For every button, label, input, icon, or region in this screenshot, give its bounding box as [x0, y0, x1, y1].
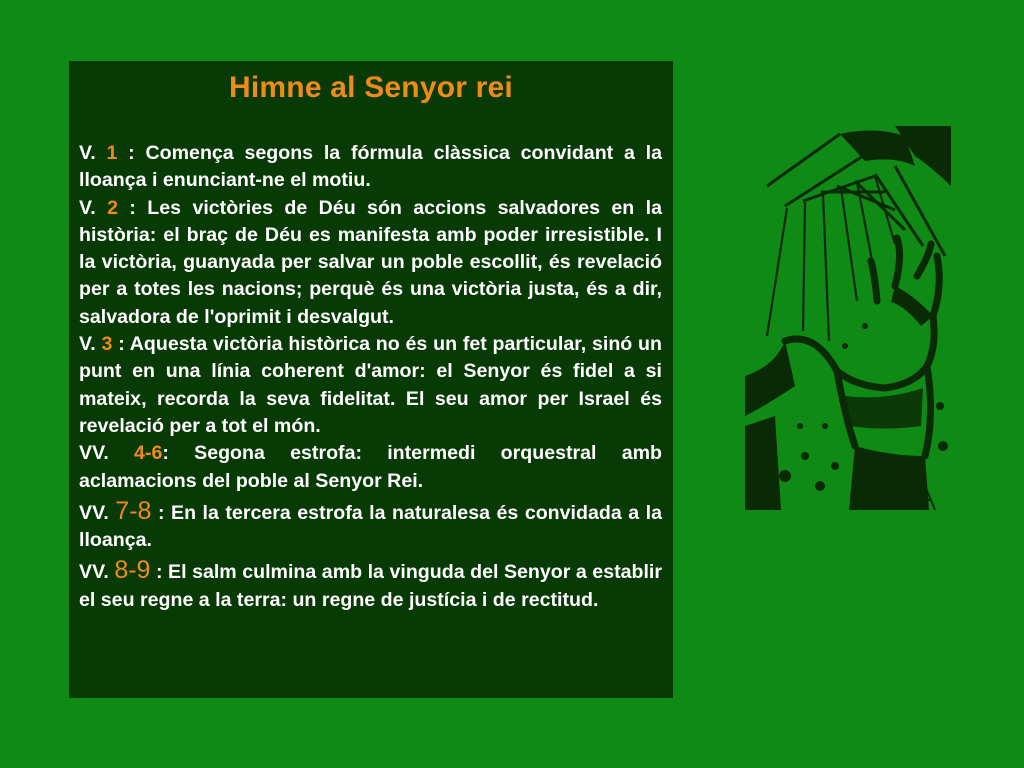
- verse-text: Comença segons la fórmula clàssica convidant a la lloança i enunciant-ne el motiu.: [79, 142, 662, 192]
- verse-paragraph: [79, 498, 662, 555]
- verse-paragraph: [79, 140, 662, 195]
- verse-separator: :: [118, 196, 148, 219]
- verse-ref: 1: [106, 142, 118, 164]
- verse-paragraph: [79, 331, 662, 440]
- verse-paragraph: [79, 440, 662, 495]
- verse-ref: 4-6: [134, 442, 163, 465]
- verse-prefix: V.: [79, 333, 102, 356]
- commentary-body: [79, 140, 662, 614]
- verse-separator: :: [151, 501, 171, 524]
- verse-text: El salm culmina amb la vinguda del Senyor a establir el seu regne a la terra: un regne de justícia i de rectitud.: [79, 561, 663, 611]
- verse-ref: 2: [107, 196, 118, 219]
- verse-separator: :: [112, 333, 130, 356]
- verse-prefix: VV.: [79, 501, 116, 524]
- verse-text: En la tercera estrofa la naturalesa és convidada a la lloança.: [79, 501, 662, 552]
- verse-separator: :: [117, 142, 146, 164]
- verse-prefix: V.: [79, 196, 108, 219]
- verse-ref: 8-9: [114, 556, 151, 585]
- text-panel: [69, 61, 673, 698]
- page-title: Himne al Senyor rei: [229, 71, 513, 104]
- verse-paragraph: [79, 195, 662, 331]
- verse-text: Segona estrofa: intermedi orquestral amb aclamacions del poble al Senyor Rei.: [79, 442, 663, 492]
- verse-ref: 3: [101, 333, 113, 356]
- verse-text: Aquesta victòria històrica no és un fet particular, sinó un punt en una línia coherent d'amor: el Senyor és fidel a si mateix, recorda la seva fidelitat. El seu amor per Israel és revelació per a tot el món.: [79, 333, 662, 437]
- verse-prefix: V.: [79, 142, 107, 164]
- raised-hand-icon: [745, 126, 951, 510]
- verse-separator: :: [162, 442, 195, 465]
- verse-prefix: VV.: [79, 442, 135, 465]
- verse-text: Les victòries de Déu són accions salvadores en la història: el braç de Déu es manifesta amb poder irresistible. I la victòria, guanyada per salvar un poble escollit, és revelació per a totes les nacions; perquè és una victòria justa, és a dir, salvadora de l'oprimit i desvalgut.: [79, 196, 662, 328]
- verse-separator: :: [150, 561, 169, 584]
- verse-ref: 7-8: [115, 496, 152, 525]
- verse-paragraph: [79, 557, 662, 614]
- verse-prefix: VV.: [79, 561, 115, 584]
